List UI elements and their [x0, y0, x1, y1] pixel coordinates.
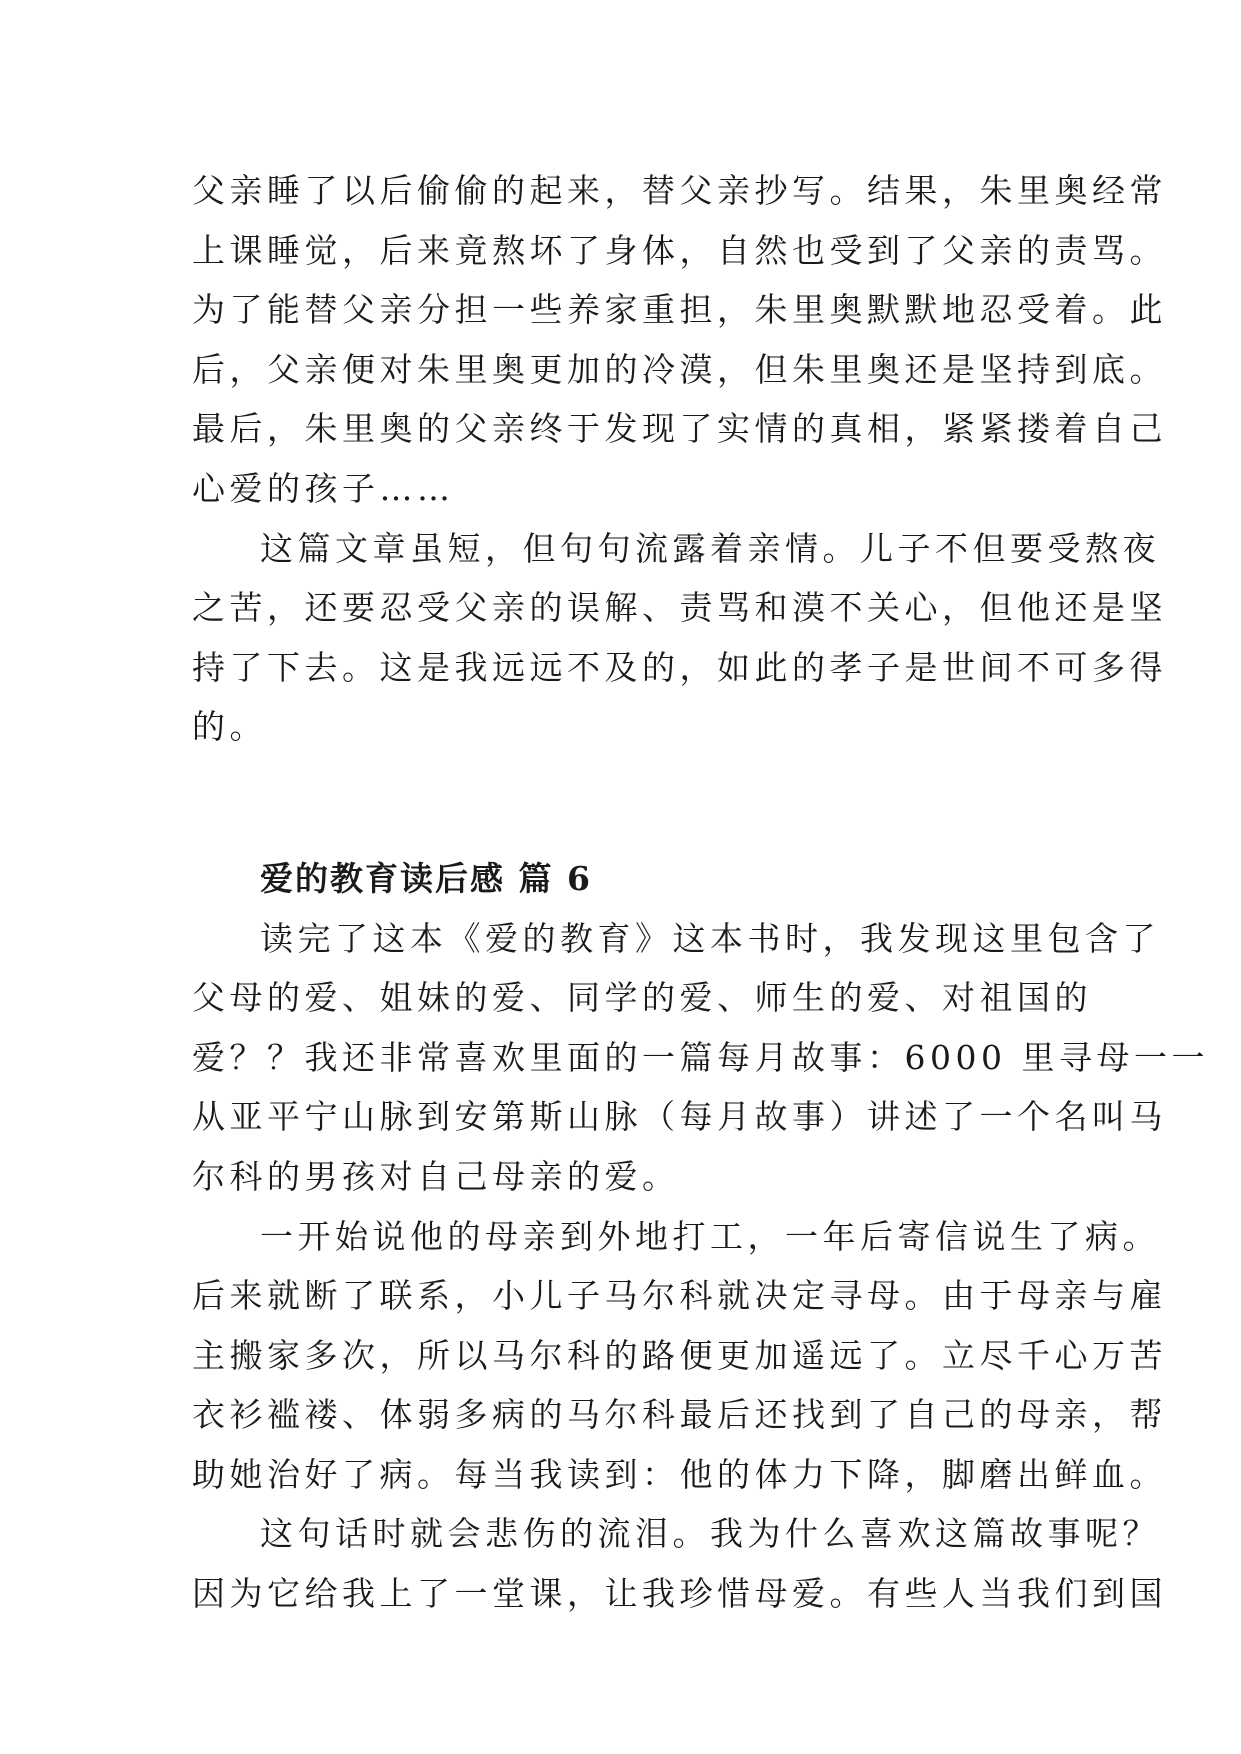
- text-line: 父母的爱、姐妹的爱、同学的爱、师生的爱、对祖国的: [192, 978, 1092, 1018]
- text-line: 为了能替父亲分担一些养家重担，朱里奥默默地忍受着。此: [192, 290, 1167, 330]
- text-line: 尔科的男孩对自己母亲的爱。: [192, 1156, 680, 1196]
- document-body: [192, 161, 1209, 1624]
- text-line: 衣衫褴褛、体弱多病的马尔科最后还找到了自己的母亲，帮: [192, 1395, 1167, 1435]
- paragraph: [192, 909, 1209, 1207]
- text-line: 之苦，还要忍受父亲的误解、责骂和漠不关心，但他还是坚: [192, 588, 1167, 628]
- text-line: 助她治好了病。每当我读到：他的体力下降，脚磨出鲜血。: [192, 1454, 1167, 1494]
- paragraph-text: [192, 161, 1167, 519]
- text-line: 的。: [192, 707, 267, 747]
- text-line: 后，父亲便对朱里奥更加的冷漠，但朱里奥还是坚持到底。: [192, 349, 1167, 389]
- section-heading: 爱的教育读后感 篇 6: [260, 858, 592, 898]
- text-line: 一开始说他的母亲到外地打工，一年后寄信说生了病。: [260, 1216, 1160, 1256]
- text-line: 因为它给我上了一堂课，让我珍惜母爱。有些人当我们到国: [192, 1574, 1167, 1614]
- paragraph-text: [192, 909, 1209, 1207]
- text-line: 从亚平宁山脉到安第斯山脉（每月故事）讲述了一个名叫马: [192, 1097, 1167, 1137]
- paragraph: [192, 1207, 1167, 1505]
- paragraph: [192, 519, 1167, 757]
- paragraph-text: [192, 1504, 1167, 1623]
- text-line: 心爱的孩子……: [192, 468, 455, 508]
- text-line: 最后，朱里奥的父亲终于发现了实情的真相，紧紧搂着自己: [192, 409, 1167, 449]
- paragraph: [192, 161, 1167, 519]
- text-line: 这句话时就会悲伤的流泪。我为什么喜欢这篇故事呢？: [260, 1514, 1160, 1554]
- paragraph-text: [192, 519, 1167, 757]
- section-gap: [192, 757, 1072, 849]
- text-line: 上课睡觉，后来竟熬坏了身体，自然也受到了父亲的责骂。: [192, 230, 1167, 270]
- paragraph-text: [192, 1207, 1167, 1505]
- text-line: 持了下去。这是我远远不及的，如此的孝子是世间不可多得: [192, 647, 1167, 687]
- paragraph: [192, 1504, 1167, 1623]
- text-line: 父亲睡了以后偷偷的起来，替父亲抄写。结果，朱里奥经常: [192, 171, 1167, 210]
- text-line: 读完了这本《爱的教育》这本书时，我发现这里包含了: [260, 918, 1160, 958]
- text-line: 这篇文章虽短，但句句流露着亲情。儿子不但要受熬夜: [260, 528, 1160, 568]
- text-line: 爱？？我还非常喜欢里面的一篇每月故事：6000 里寻母一一: [192, 1037, 1209, 1077]
- text-line: 主搬家多次，所以马尔科的路便更加遥远了。立尽千心万苦: [192, 1335, 1167, 1375]
- text-line: 后来就断了联系，小儿子马尔科就决定寻母。由于母亲与雇: [192, 1276, 1167, 1316]
